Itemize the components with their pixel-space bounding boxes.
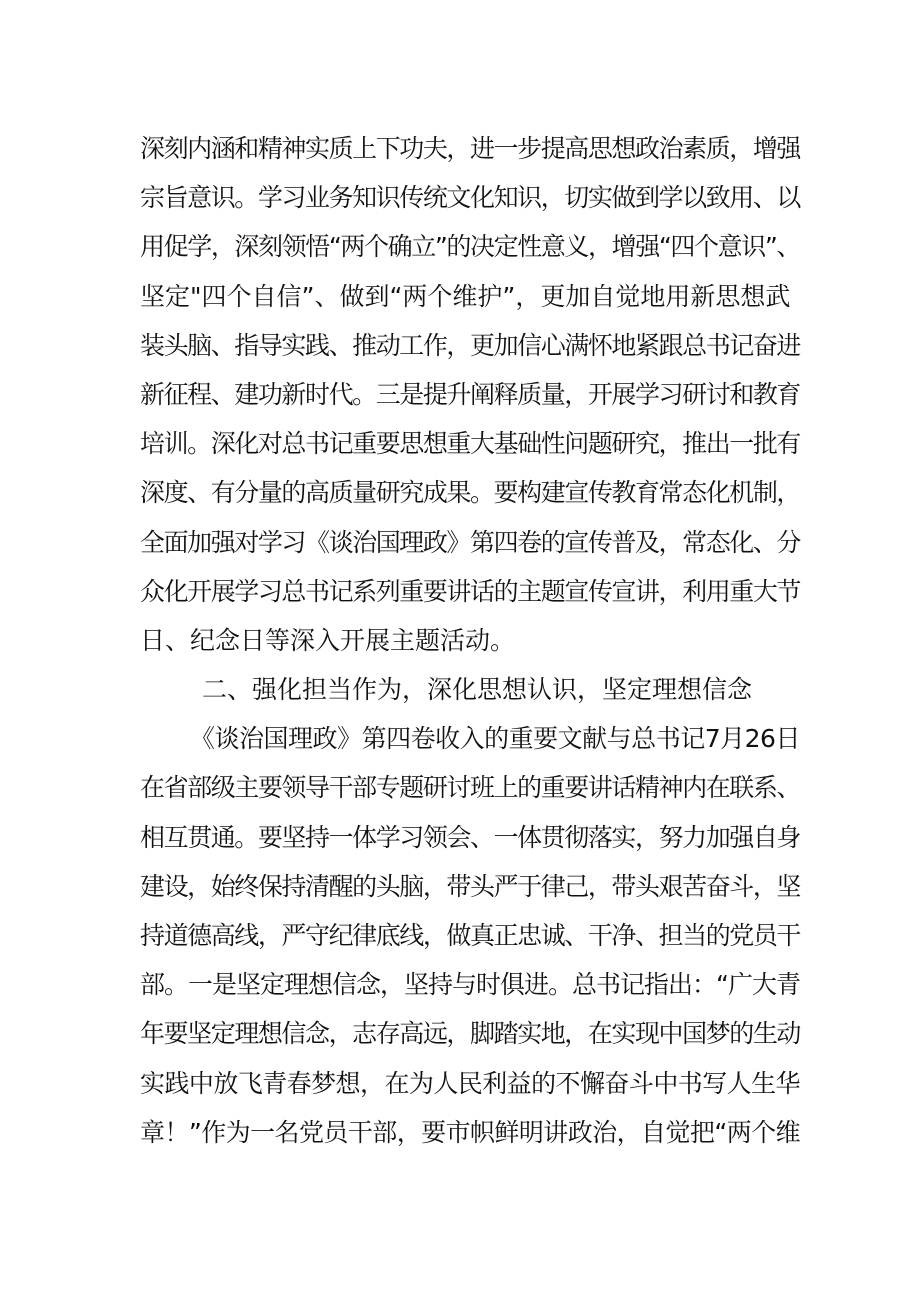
section-heading: 二、强化担当作为，深化思想认识，坚定理想信念 bbox=[202, 675, 753, 705]
text-line: 用促学，深刻领悟“两个确立”的决定性意义，增强“四个意识”、 bbox=[140, 232, 800, 262]
text-line: 年要坚定理想信念，志存高远，脚踏实地，在实现中国梦的生动 bbox=[140, 1019, 800, 1049]
text-line: 深刻内涵和精神实质上下功夫，进一步提高思想政治素质，增强 bbox=[140, 134, 800, 163]
text-line: 实践中放飞青春梦想，在为人民利益的不懈奋斗中书写人生华 bbox=[140, 1068, 800, 1098]
text-line: 建设，始终保持清醒的头脑，带头严于律己，带头艰苦奋斗，坚 bbox=[140, 871, 800, 901]
text-line: 众化开展学习总书记系列重要讲话的主题宣传宣讲，利用重大节 bbox=[140, 576, 800, 606]
text-line: 宗旨意识。学习业务知识传统文化知识，切实做到学以致用、以 bbox=[140, 183, 800, 213]
paragraph-start-line: 《谈治国理政》第四卷收入的重要文献与总书记7月26日 bbox=[190, 724, 800, 754]
text-line: 日、纪念日等深入开展主题活动。 bbox=[140, 625, 516, 655]
text-line: 部。一是坚定理想信念，坚持与时俱进。总书记指出：“广大青 bbox=[140, 970, 800, 1000]
text-line: 培训。深化对总书记重要思想重大基础性问题研究，推出一批有 bbox=[140, 429, 800, 459]
text-line: 装头脑、指导实践、推动工作，更加信心满怀地紧跟总书记奋进 bbox=[140, 330, 800, 360]
text-line: 在省部级主要领导干部专题研讨班上的重要讲话精神内在联系、 bbox=[140, 773, 800, 803]
text-line: 相互贯通。要坚持一体学习领会、一体贯彻落实，努力加强自身 bbox=[140, 822, 800, 852]
document-body bbox=[140, 124, 800, 1157]
text-line: 全面加强对学习《谈治国理政》第四卷的宣传普及，常态化、分 bbox=[140, 527, 800, 557]
text-line: 持道德高线，严守纪律底线，做真正忠诚、干净、担当的党员干 bbox=[140, 921, 800, 950]
text-line: 章！”作为一名党员干部，要市帜鲜明讲政治，自觉把“两个维 bbox=[140, 1117, 800, 1147]
text-line: 深度、有分量的高质量研究成果。要构建宣传教育常态化机制， bbox=[140, 478, 800, 508]
text-line: 新征程、建功新时代。三是提升阐释质量，开展学习研讨和教育 bbox=[140, 379, 800, 409]
text-line: 坚定"四个自信”、做到“两个维护”，更加自觉地用新思想武 bbox=[140, 281, 791, 311]
